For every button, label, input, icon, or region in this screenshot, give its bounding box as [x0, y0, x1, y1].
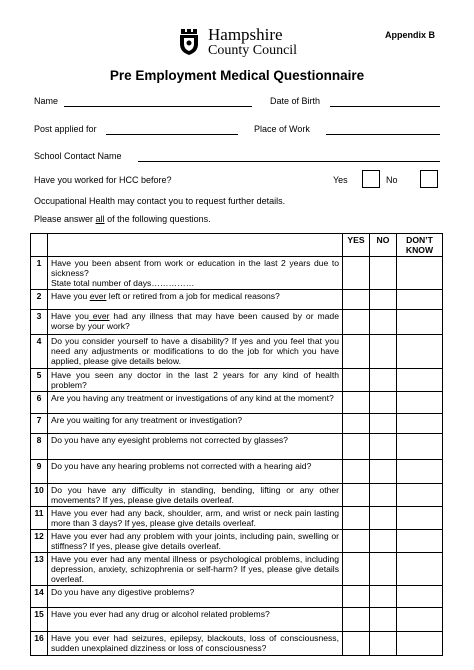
occupational-health-note: Occupational Health may contact you to request further details.	[34, 196, 286, 206]
question-number: 13	[31, 553, 48, 586]
dont-know-header: DON’T KNOW	[397, 234, 443, 257]
answer-no-cell[interactable]	[370, 586, 397, 608]
answer-yes-cell[interactable]	[343, 530, 370, 553]
answer-yes-cell[interactable]	[343, 392, 370, 414]
table-row	[31, 484, 443, 507]
answer-dont-know-cell[interactable]	[397, 484, 443, 507]
answer-dont-know-cell[interactable]	[397, 290, 443, 310]
table-row	[31, 586, 443, 608]
question-text: Have you ever had any illness that may have been caused by or made worse by your work?	[48, 310, 343, 335]
questions-table	[30, 233, 443, 656]
answer-dont-know-cell[interactable]	[397, 369, 443, 392]
question-number: 8	[31, 434, 48, 460]
table-row	[31, 310, 443, 335]
answer-dont-know-cell[interactable]	[397, 586, 443, 608]
question-number: 6	[31, 392, 48, 414]
question-text: Have you seen any doctor in the last 2 years for any kind of health problem?	[48, 369, 343, 392]
answer-yes-cell[interactable]	[343, 553, 370, 586]
no-header: NO	[370, 234, 397, 257]
question-number: 3	[31, 310, 48, 335]
page-title: Pre Employment Medical Questionnaire	[109, 68, 365, 83]
table-row	[31, 460, 443, 484]
county-crest-logo	[176, 26, 202, 56]
question-number: 7	[31, 414, 48, 434]
answer-no-cell[interactable]	[370, 310, 397, 335]
answer-dont-know-cell[interactable]	[397, 392, 443, 414]
table-row	[31, 608, 443, 632]
answer-no-cell[interactable]	[370, 460, 397, 484]
answer-yes-cell[interactable]	[343, 434, 370, 460]
question-number: 5	[31, 369, 48, 392]
school-contact-label: School Contact Name	[34, 151, 122, 161]
answer-no-cell[interactable]	[370, 507, 397, 530]
org-name-line2: County Council	[208, 43, 298, 58]
question-number: 1	[31, 257, 48, 290]
answer-dont-know-cell[interactable]	[397, 553, 443, 586]
name-label: Name	[34, 96, 59, 106]
answer-yes-cell[interactable]	[343, 608, 370, 632]
answer-no-cell[interactable]	[370, 369, 397, 392]
hcc-no-checkbox[interactable]	[420, 170, 438, 188]
answer-yes-cell[interactable]	[343, 460, 370, 484]
question-header	[48, 234, 343, 257]
answer-yes-cell[interactable]	[343, 586, 370, 608]
question-text: Have you ever left or retired from a job for medical reasons?	[48, 290, 343, 310]
question-text: Have you ever had any problem with your joints, including pain, swelling or stiffness? If yes, please give details overleaf.	[48, 530, 343, 553]
table-header-row	[31, 234, 443, 257]
answer-no-cell[interactable]	[370, 632, 397, 656]
place-field[interactable]	[326, 134, 440, 135]
question-text: Are you having any treatment or investigations of any kind at the moment?	[48, 392, 343, 414]
answer-yes-cell[interactable]	[343, 290, 370, 310]
table-row	[31, 290, 443, 310]
table-row	[31, 414, 443, 434]
question-number: 14	[31, 586, 48, 608]
question-number: 16	[31, 632, 48, 656]
appendix-label: Appendix B	[385, 30, 436, 40]
answer-no-cell[interactable]	[370, 257, 397, 290]
answer-yes-cell[interactable]	[343, 257, 370, 290]
question-number: 9	[31, 460, 48, 484]
yes-header: YES	[343, 234, 370, 257]
name-field[interactable]	[64, 106, 252, 107]
answer-dont-know-cell[interactable]	[397, 460, 443, 484]
question-text: Have you ever had any mental illness or psychological problems, including depression, anxiety, schizophrenia or self-harm? If yes, please give details overleaf.	[48, 553, 343, 586]
answer-yes-cell[interactable]	[343, 507, 370, 530]
question-text: Do you have any difficulty in standing, bending, lifting or any other movements? If yes, please give details overleaf.	[48, 484, 343, 507]
answer-no-cell[interactable]	[370, 553, 397, 586]
dob-label: Date of Birth	[270, 96, 321, 106]
question-text: Have you ever had any drug or alcohol related problems?	[48, 608, 343, 632]
question-text: Do you consider yourself to have a disability? If yes and you feel that you need any adjustments or modifications to do the job for which you have applied, please give details below.	[48, 335, 343, 369]
post-label: Post applied for	[34, 124, 97, 134]
question-number: 15	[31, 608, 48, 632]
answer-yes-cell[interactable]	[343, 335, 370, 369]
dob-field[interactable]	[330, 106, 440, 107]
answer-yes-cell[interactable]	[343, 484, 370, 507]
answer-no-cell[interactable]	[370, 484, 397, 507]
answer-yes-cell[interactable]	[343, 310, 370, 335]
hcc-yes-checkbox[interactable]	[362, 170, 380, 188]
answer-no-cell[interactable]	[370, 608, 397, 632]
question-text: Are you waiting for any treatment or investigation?	[48, 414, 343, 434]
table-row	[31, 257, 443, 290]
table-row	[31, 434, 443, 460]
answer-yes-cell[interactable]	[343, 414, 370, 434]
answer-dont-know-cell[interactable]	[397, 632, 443, 656]
answer-dont-know-cell[interactable]	[397, 507, 443, 530]
question-text: Have you ever had any back, shoulder, arm, and wrist or neck pain lasting more than 3 days? If yes, please give details overleaf.	[48, 507, 343, 530]
question-text: Do you have any eyesight problems not corrected by glasses?	[48, 434, 343, 460]
table-row	[31, 507, 443, 530]
table-row	[31, 632, 443, 656]
answer-no-cell[interactable]	[370, 335, 397, 369]
question-number: 10	[31, 484, 48, 507]
question-number: 12	[31, 530, 48, 553]
table-row	[31, 369, 443, 392]
question-number: 11	[31, 507, 48, 530]
answer-dont-know-cell[interactable]	[397, 335, 443, 369]
table-row	[31, 553, 443, 586]
table-row	[31, 392, 443, 414]
question-number: 4	[31, 335, 48, 369]
hcc-yes-label: Yes	[333, 175, 348, 185]
answer-dont-know-cell[interactable]	[397, 310, 443, 335]
answer-dont-know-cell[interactable]	[397, 257, 443, 290]
answer-yes-cell[interactable]	[343, 369, 370, 392]
answer-no-cell[interactable]	[370, 434, 397, 460]
answer-no-cell[interactable]	[370, 392, 397, 414]
question-text: Do you have any hearing problems not corrected with a hearing aid?	[48, 460, 343, 484]
answer-no-cell[interactable]	[370, 290, 397, 310]
hcc-question-label: Have you worked for HCC before?	[34, 175, 172, 185]
question-text: Have you ever had seizures, epilepsy, blackouts, loss of consciousness, sudden unexplained dizziness or loss of consciousness?	[48, 632, 343, 656]
question-text: Do you have any digestive problems?	[48, 586, 343, 608]
answer-dont-know-cell[interactable]	[397, 434, 443, 460]
post-field[interactable]	[106, 134, 238, 135]
number-header	[31, 234, 48, 257]
org-name-line1: Hampshire	[208, 25, 283, 44]
answer-yes-cell[interactable]	[343, 632, 370, 656]
answer-instruction: Please answer all of the following questions.	[34, 214, 211, 224]
place-label: Place of Work	[254, 124, 310, 134]
question-text: Have you been absent from work or education in the last 2 years due to sickness? State total number of days……………	[48, 257, 343, 290]
table-row	[31, 530, 443, 553]
table-row	[31, 335, 443, 369]
answer-dont-know-cell[interactable]	[397, 608, 443, 632]
answer-dont-know-cell[interactable]	[397, 414, 443, 434]
answer-no-cell[interactable]	[370, 414, 397, 434]
answer-no-cell[interactable]	[370, 530, 397, 553]
question-number: 2	[31, 290, 48, 310]
answer-dont-know-cell[interactable]	[397, 530, 443, 553]
hcc-no-label: No	[386, 175, 398, 185]
school-contact-field[interactable]	[138, 161, 440, 162]
